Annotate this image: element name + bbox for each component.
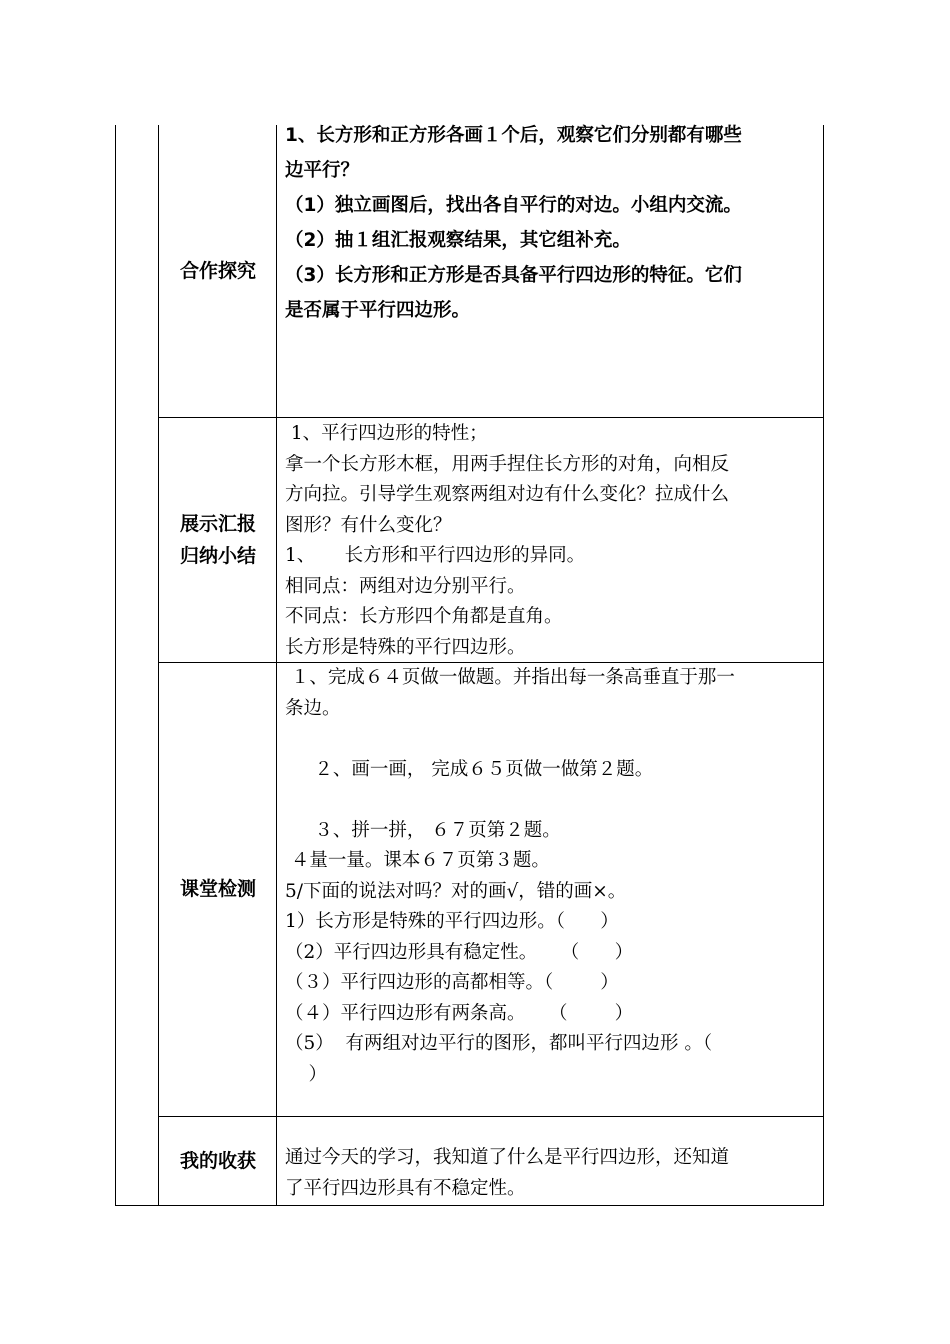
row-label-class-test <box>160 662 276 1116</box>
table-column-divider-2 <box>276 125 277 1206</box>
content-line: （3）长方形和正方形是否具备平行四边形的特征。它们 <box>285 265 742 286</box>
content-line: 通过今天的学习，我知道了什么是平行四边形，还知道 <box>285 1147 730 1168</box>
row-label-text: 展示汇报 <box>179 512 256 535</box>
row-label-text: 课堂检测 <box>179 878 256 900</box>
content-line <box>285 724 821 755</box>
row-label-my-gains <box>160 1116 276 1205</box>
content-line: 条边。 <box>285 697 341 719</box>
content-line: ３、拼一拼， ６７页第２题。 <box>285 819 561 841</box>
content-line: 是否属于平行四边形。 <box>285 300 471 321</box>
row-label-text: 我的收获 <box>179 1149 256 1172</box>
content-line: １、完成６４页做一做题。并指出每一条高垂直于那一 <box>285 667 735 688</box>
table-border-right <box>823 125 824 1206</box>
table-border-left <box>115 125 116 1206</box>
content-line: 拿一个长方形木框，用两手捏住长方形的对角，向相反 <box>285 453 730 475</box>
row-content-presentation-summary <box>285 419 821 663</box>
content-line: ） <box>285 1063 328 1085</box>
content-line: 1、长方形和正方形各画１个后，观察它们分别都有哪些 <box>285 125 742 146</box>
table-column-divider-1 <box>158 125 159 1206</box>
content-line: 1、平行四边形的特性； <box>285 423 488 444</box>
content-line: （４）平行四边形有两条高。 （ ） <box>285 1002 634 1024</box>
content-line: 5/下面的说法对吗？对的画√，错的画×。 <box>285 880 627 902</box>
content-line: （5） 有两组对边平行的图形，都叫平行四边形 。（ <box>285 1033 713 1054</box>
content-line: 长方形是特殊的平行四边形。 <box>285 636 526 658</box>
content-line: 不同点：长方形四个角都是直角。 <box>285 606 563 627</box>
row-label-presentation-summary <box>160 417 276 662</box>
content-line: 图形？有什么变化？ <box>285 514 452 536</box>
row-content-class-test <box>285 663 821 1090</box>
content-line: ４量一量。课本６７页第３题。 <box>285 850 550 871</box>
content-line: （2）平行四边形具有稳定性。 （ ） <box>285 941 634 963</box>
content-line: （３）平行四边形的高都相等。（ ） <box>285 972 619 993</box>
content-line: 了平行四边形具有不稳定性。 <box>285 1177 526 1199</box>
row-label-cooperative-inquiry <box>160 125 276 417</box>
row-label-text: 合作探究 <box>179 260 256 282</box>
content-line: ２、画一画， 完成６５页做一做第２题。 <box>285 758 654 780</box>
row-content-my-gains <box>285 1143 821 1204</box>
content-line <box>285 785 821 816</box>
content-line: （2）抽１组汇报观察结果，其它组补充。 <box>285 230 631 251</box>
content-line: 1）长方形是特殊的平行四边形。（ ） <box>285 911 619 932</box>
content-line: （1）独立画图后，找出各自平行的对边。小组内交流。 <box>285 195 742 216</box>
row-label-text: 归纳小结 <box>179 544 256 567</box>
content-line: 方向拉。引导学生观察两组对边有什么变化？拉成什么 <box>285 484 730 505</box>
content-line: 相同点：两组对边分别平行。 <box>285 575 526 597</box>
table-border-bottom <box>115 1205 824 1206</box>
content-line: 边平行？ <box>285 160 360 181</box>
content-line: 1、 长方形和平行四边形的异同。 <box>285 545 586 566</box>
row-content-cooperative-inquiry <box>285 118 821 328</box>
